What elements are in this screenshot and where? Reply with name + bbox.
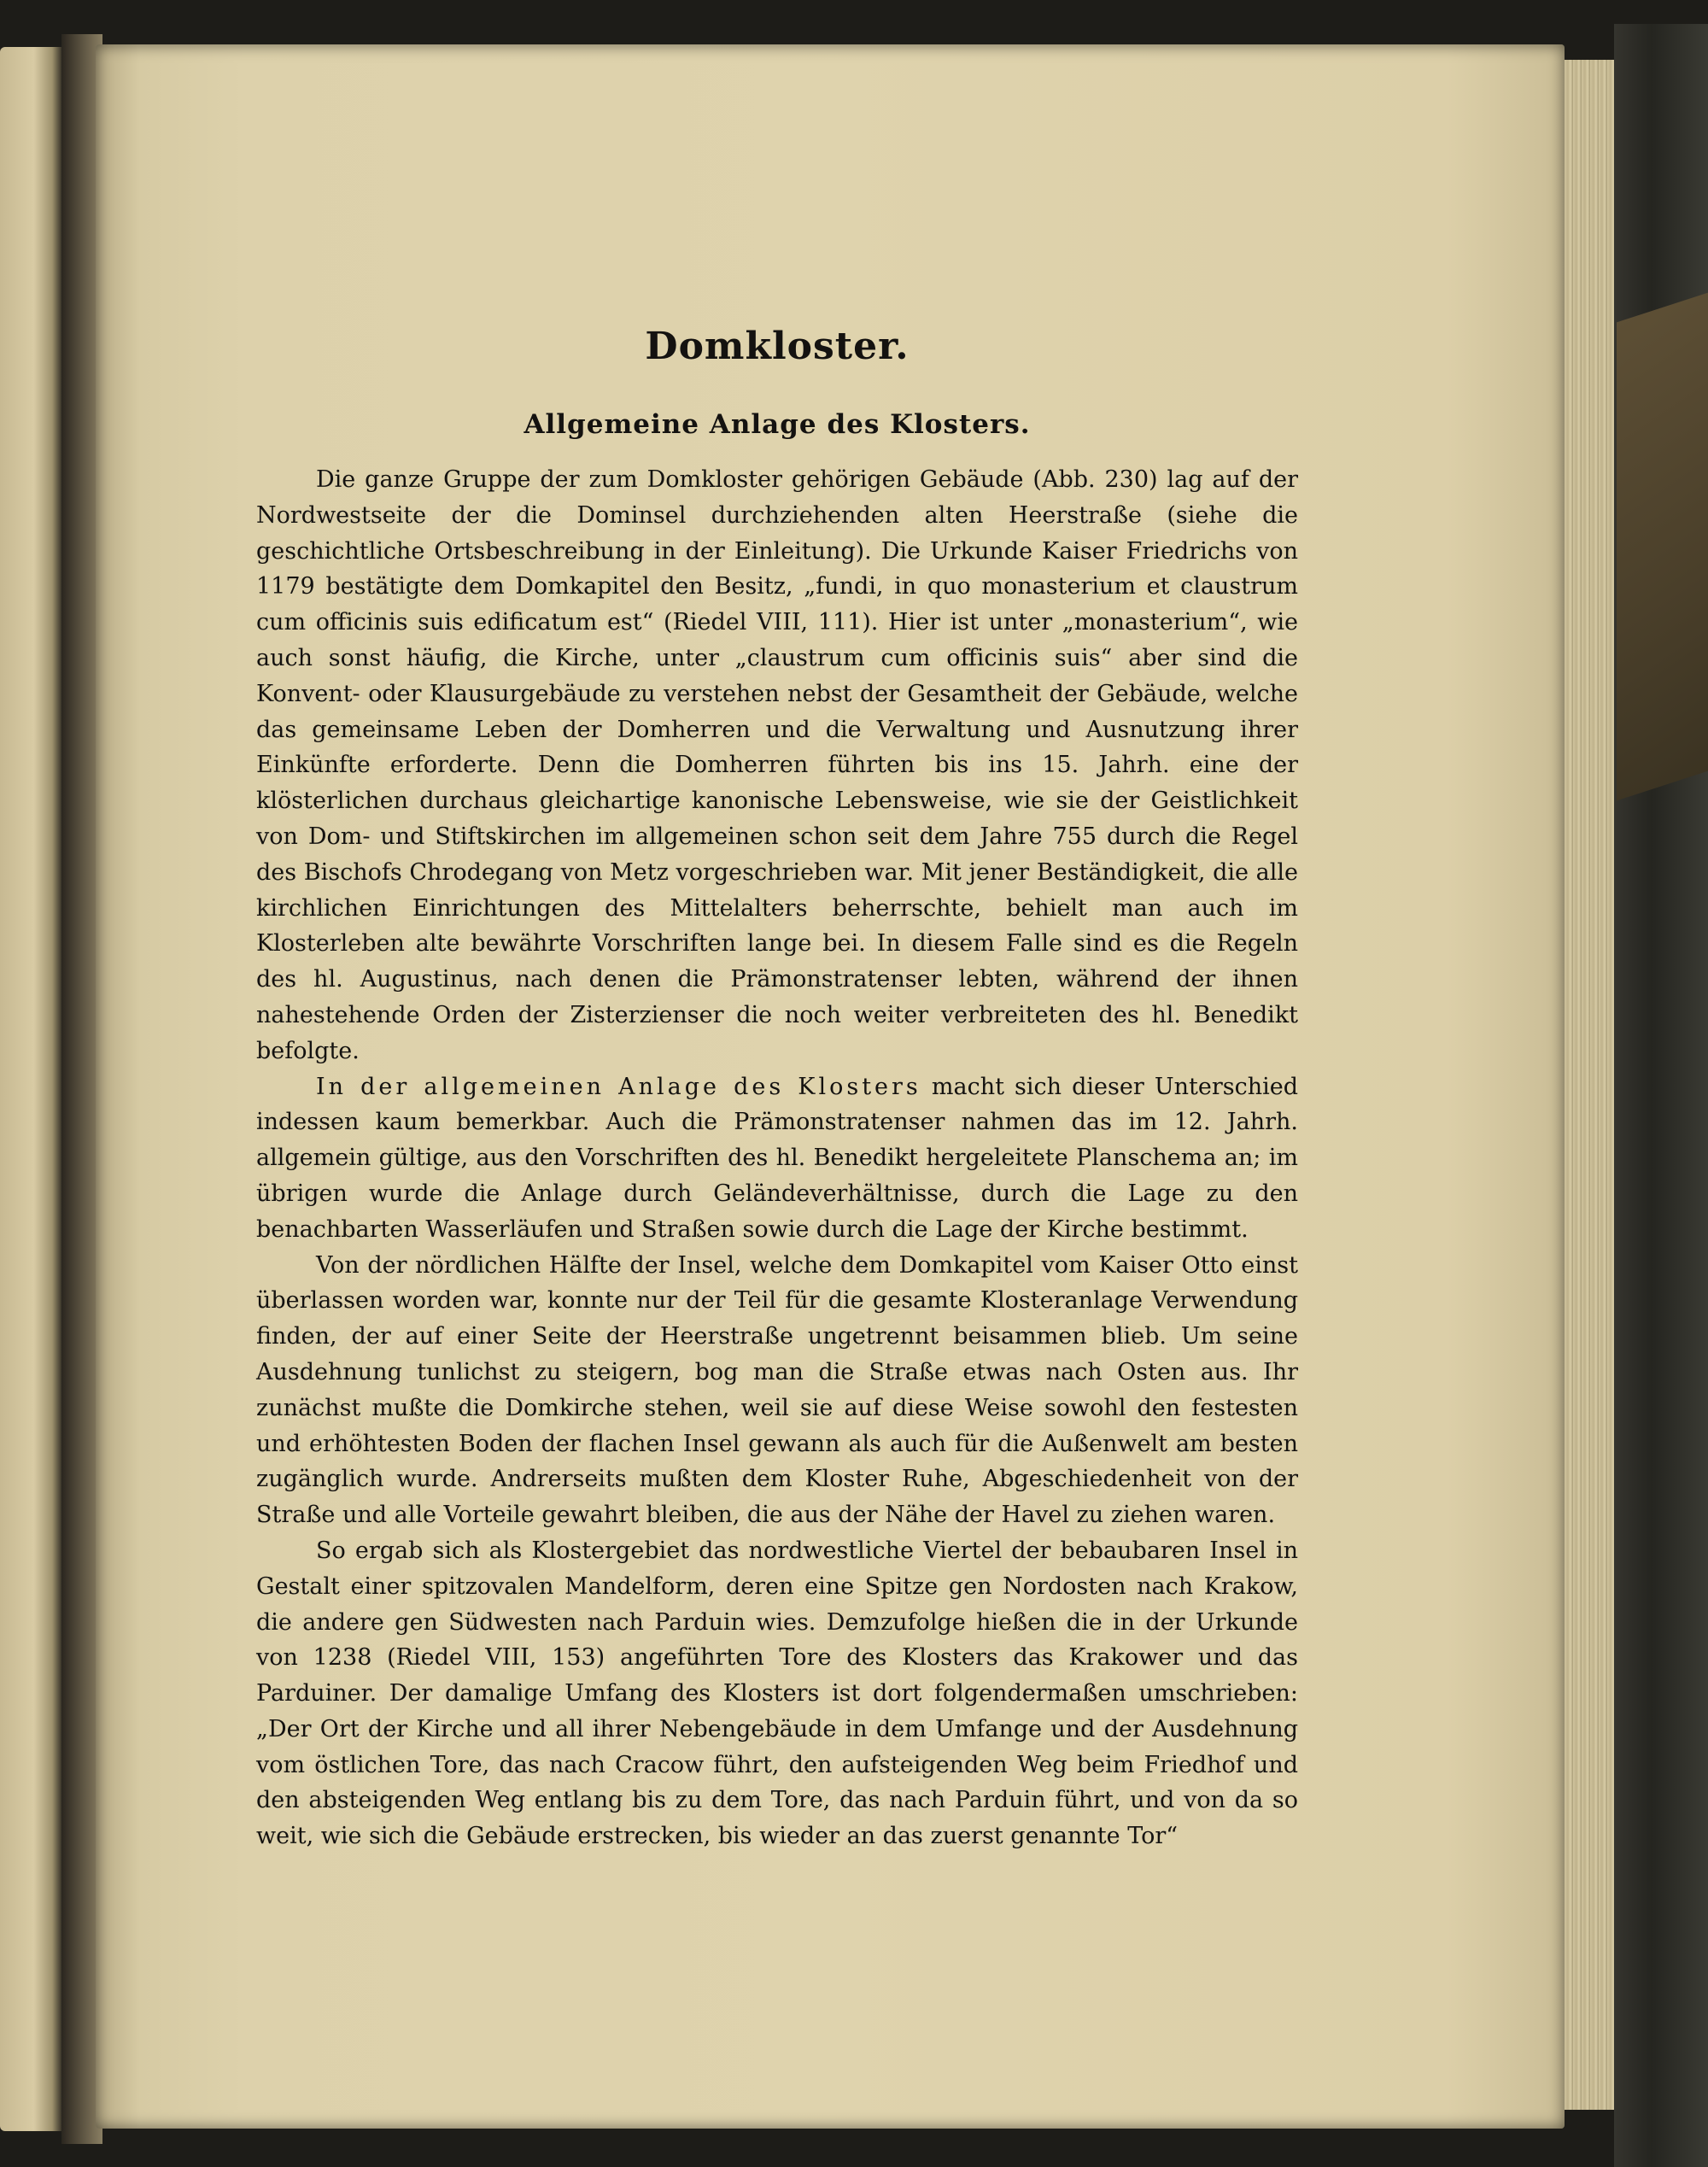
paragraph-1: Die ganze Gruppe der zum Domkloster gehörigen Gebäude (Abb. 230) lag auf der Nordwestseite der die Dominsel durchziehenden alten Heerstraße (siehe die geschichtliche Ortsbeschreibung in der Einleitung). Die Urkunde Kaiser Friedrichs von 1179 bestätigte dem Domkapitel den Besitz, „fundi, in quo monasterium et claustrum cum officinis suis edificatum est“ (Riedel VIII, 111). Hier ist unter „monasterium“, wie auch sonst häufig, die Kirche, unter „claustrum cum officinis suis“ aber sind die Konvent- oder Klausurgebäude zu verstehen nebst der Gesamtheit der Gebäude, welche das gemeinsame Leben der Domherren und die Verwaltung und Ausnutzung ihrer Einkünfte erforderte. Denn die Domherren führten bis ins 15. Jahrh. eine der klösterlichen durchaus gleichartige kanonische Lebensweise, wie sie der Geistlichkeit von Dom- und Stiftskirchen im allgemeinen schon seit dem Jahre 755 durch die Regel des Bischofs Chrodegang von Metz vorgeschrieben war. Mit jener Beständigkeit, die alle kirchlichen Einrichtungen des Mittelalters beherrschte, behielt man auch im Klosterleben alte bewährte Vorschriften lange bei. In diesem Falle sind es die Regeln des hl. Augustinus, nach denen die Prämonstratenser lebten, während der ihnen nahestehende Orden der Zisterzienser die noch weiter verbreiteten des hl. Benedikt befolgte. (256, 466, 1298, 1064)
paragraph-4: So ergab sich als Klostergebiet das nordwestliche Viertel der bebaubaren Insel in Gestalt einer spitzovalen Mandelform, deren eine Spitze gen Nordosten nach Krakow, die andere gen Südwesten nach Parduin wies. Demzufolge hießen die in der Urkunde von 1238 (Riedel VIII, 153) angeführten Tore des Klosters das Krakower und das Parduiner. Der damalige Umfang des Klosters ist dort folgendermaßen umschrieben: „Der Ort der Kirche und all ihrer Nebengebäude in dem Umfange und der Ausdehnung vom östlichen Tore, das nach Cracow führt, den aufsteigenden Weg beim Friedhof und den absteigenden Weg entlang bis zu dem Tore, das nach Parduin führt, und von da so weit, wie sich die Gebäude erstrecken, bis wieder an das zuerst genannte Tor“ (256, 1537, 1298, 1850)
page-text-block (256, 325, 1298, 1854)
page-stack-edges (1565, 60, 1614, 2110)
page-title: Domkloster. (645, 325, 910, 368)
paragraph-2 (256, 1069, 1298, 1248)
section-heading: Allgemeine Anlage des Klosters. (524, 409, 1031, 440)
paragraph-3: Von der nördlichen Hälfte der Insel, welche dem Domkapitel vom Kaiser Otto einst überlassen worden war, konnte nur der Teil für die gesamte Klosteranlage Verwendung finden, der auf einer Seite der Heerstraße ungetrennt beisammen blieb. Um seine Ausdehnung tunlichst zu steigern, bog man die Straße etwas nach Osten aus. Ihr zunächst mußte die Domkirche stehen, weil sie auf diese Weise sowohl den festesten und erhöhtesten Boden der flachen Insel gewann als auch für die Außenwelt am besten zugänglich wurde. Andrerseits mußten dem Kloster Ruhe, Abgeschiedenheit von der Straße und alle Vorteile gewahrt bleiben, die aus der Nähe der Havel zu ziehen waren. (256, 1251, 1298, 1529)
paragraph-2-body: macht sich dieser Unterschied indessen kaum bemerkbar. Auch die Prämonstratenser nahmen das im 12. Jahrh. allgemein gültige, aus den Vorschriften des hl. Benedikt hergeleitete Planschema an; im übrigen wurde die Anlage durch Geländeverhältnisse, durch die Lage zu den benachbarten Wasserläufen und Straßen sowie durch die Lage der Kirche bestimmt. (256, 1073, 1298, 1243)
cover-leather-corner (1617, 293, 1708, 801)
previous-page-edge (0, 47, 61, 2131)
spaced-emphasis: In der allgemeinen Anlage des Klosters (316, 1073, 921, 1100)
